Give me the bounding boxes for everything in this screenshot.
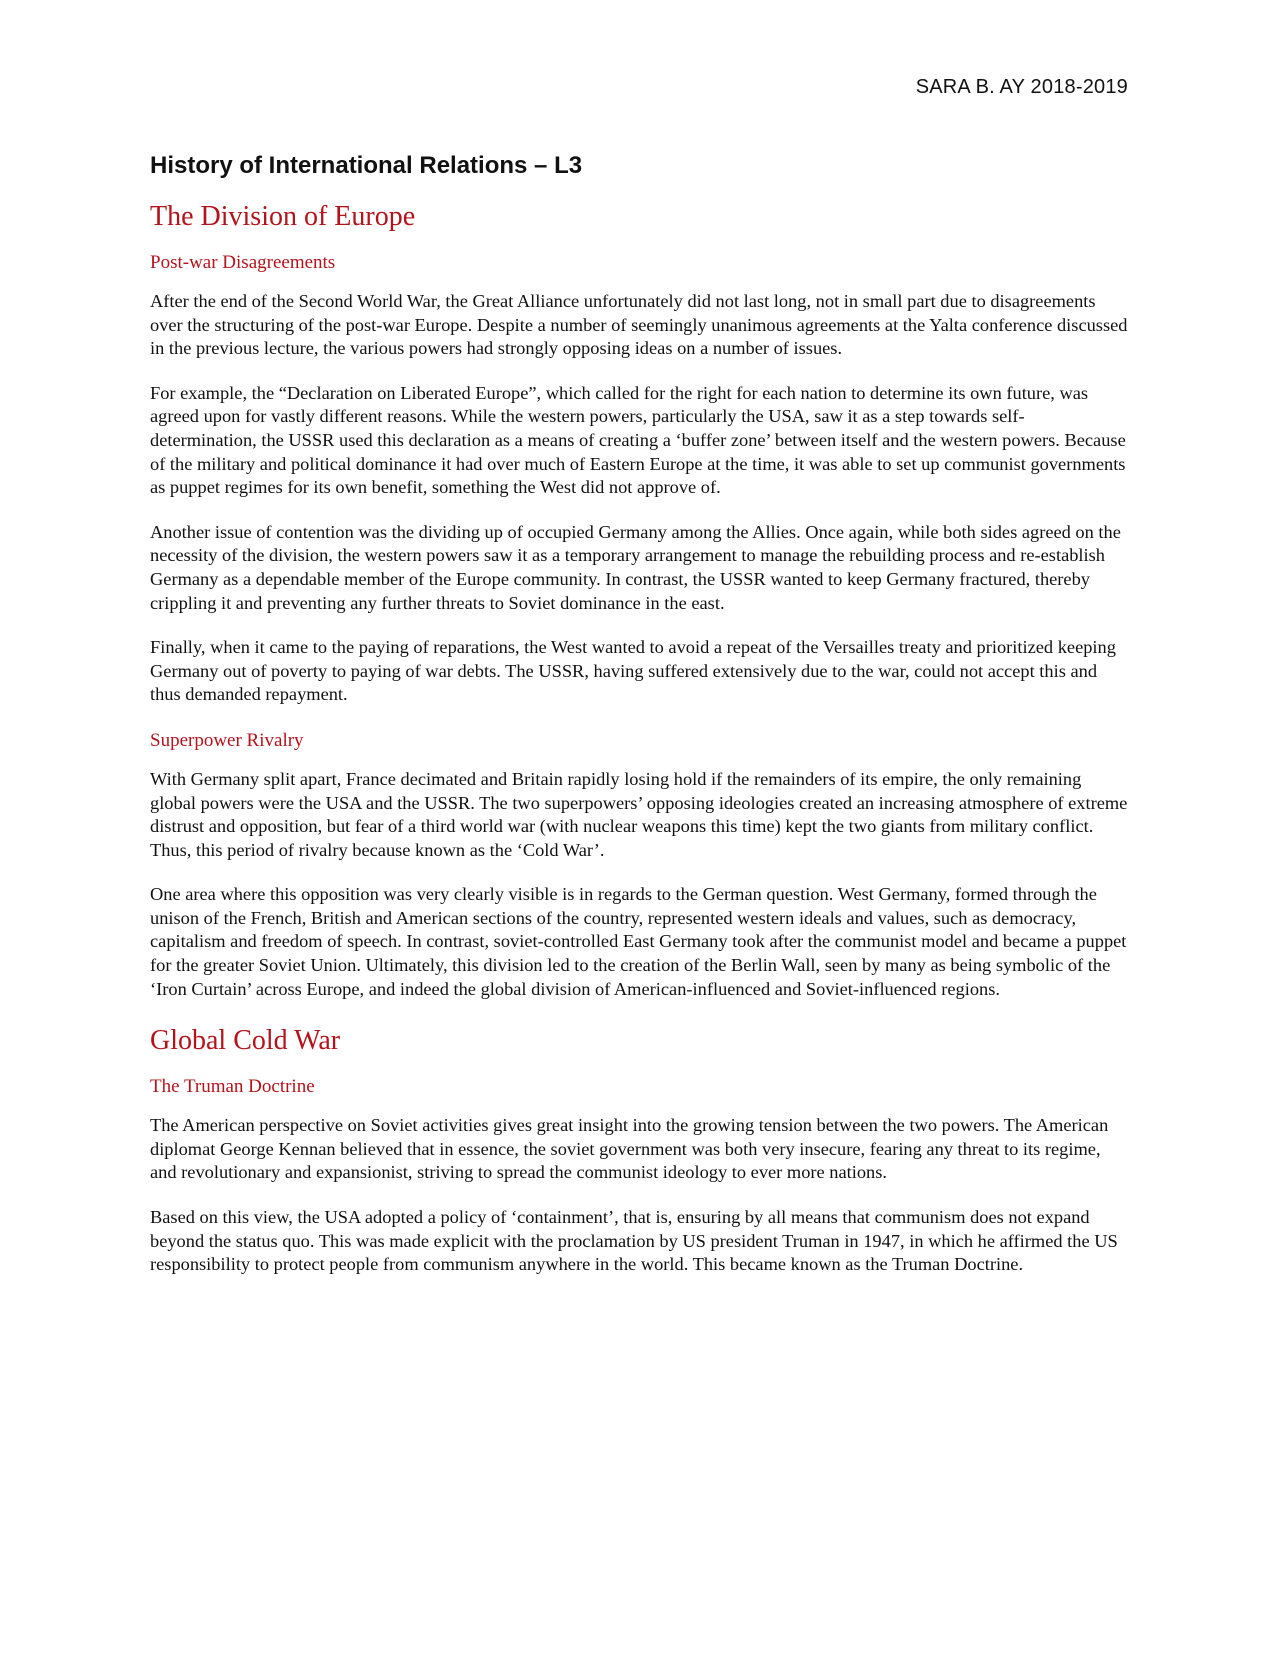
paragraph: With Germany split apart, France decimated and Britain rapidly losing hold if the remainders of its empire, the only remaining global powers were the USA and the USSR. The two superpowers’ opposing ideologies created an increasing atmosphere of extreme distrust and opposition, but fear of a third world war (with nuclear weapons this time) kept the two giants from military conflict. Thus, this period of rivalry because known as the ‘Cold War’. xyxy=(150,768,1128,860)
subsection-heading-superpower-rivalry: Superpower Rivalry xyxy=(150,729,304,751)
paragraph: Based on this view, the USA adopted a policy of ‘containment’, that is, ensuring by all means that communism does not expand beyond the status quo. This was made explicit with the proclamation by US president Truman in 1947, in which he affirmed the US responsibility to protect people from communism anywhere in the world. This became known as the Truman Doctrine. xyxy=(150,1207,1118,1275)
paragraph: The American perspective on Soviet activities gives great insight into the growing tension between the two powers. The American diplomat George Kennan believed that in essence, the soviet government was both very insecure, fearing any threat to its regime, and revolutionary and expansionist, striving to spread the communist ideology to ever more nations. xyxy=(150,1115,1109,1183)
section-heading-division-of-europe: The Division of Europe xyxy=(150,201,416,232)
page-header-author: SARA B. AY 2018-2019 xyxy=(915,76,1128,98)
paragraph: Another issue of contention was the dividing up of occupied Germany among the Allies. Once again, while both sides agreed on the necessity of the division, the western powers saw it as a temporary arrangement to manage the rebuilding process and re-establish Germany as a dependable member of the Europe community. In contrast, the USSR wanted to keep Germany fractured, thereby crippling it and preventing any further threats to Soviet dominance in the east. xyxy=(150,521,1121,613)
subsection-heading-post-war-disagreements: Post-war Disagreements xyxy=(150,252,336,273)
section-heading-global-cold-war: Global Cold War xyxy=(150,1025,341,1057)
document-body xyxy=(150,150,1130,1298)
paragraph: One area where this opposition was very clearly visible is in regards to the German question. West Germany, formed through the unison of the French, British and American sections of the country, represented western ideals and values, such as democracy, capitalism and freedom of speech. In contrast, soviet-controlled East Germany took after the communist model and became a puppet for the greater Soviet Union. Ultimately, this division led to the creation of the Berlin Wall, seen by many as being symbolic of the ‘Iron Curtain’ across Europe, and indeed the global division of American-influenced and Soviet-influenced regions. xyxy=(150,884,1127,999)
paragraph: After the end of the Second World War, the Great Alliance unfortunately did not last long, not in small part due to disagreements over the structuring of the post-war Europe. Despite a number of seemingly unanimous agreements at the Yalta conference discussed in the previous lecture, the various powers had strongly opposing ideas on a number of issues. xyxy=(150,291,1128,359)
document-title: History of International Relations – L3 xyxy=(150,152,583,179)
subsection-heading-truman-doctrine: The Truman Doctrine xyxy=(150,1076,315,1098)
paragraph: For example, the “Declaration on Liberated Europe”, which called for the right for each nation to determine its own future, was agreed upon for vastly different reasons. While the western powers, particularly the USA, saw it as a step towards self-determination, the USSR used this declaration as a means of creating a ‘buffer zone’ between itself and the western powers. Because of the military and political dominance it had over much of Eastern Europe at the time, it was able to set up communist governments as puppet regimes for its own benefit, something the West did not approve of. xyxy=(150,382,1126,498)
paragraph: Finally, when it came to the paying of reparations, the West wanted to avoid a repeat of the Versailles treaty and prioritized keeping Germany out of poverty to paying of war debts. The USSR, having suffered extensively due to the war, could not accept this and thus demanded repayment. xyxy=(150,637,1116,705)
